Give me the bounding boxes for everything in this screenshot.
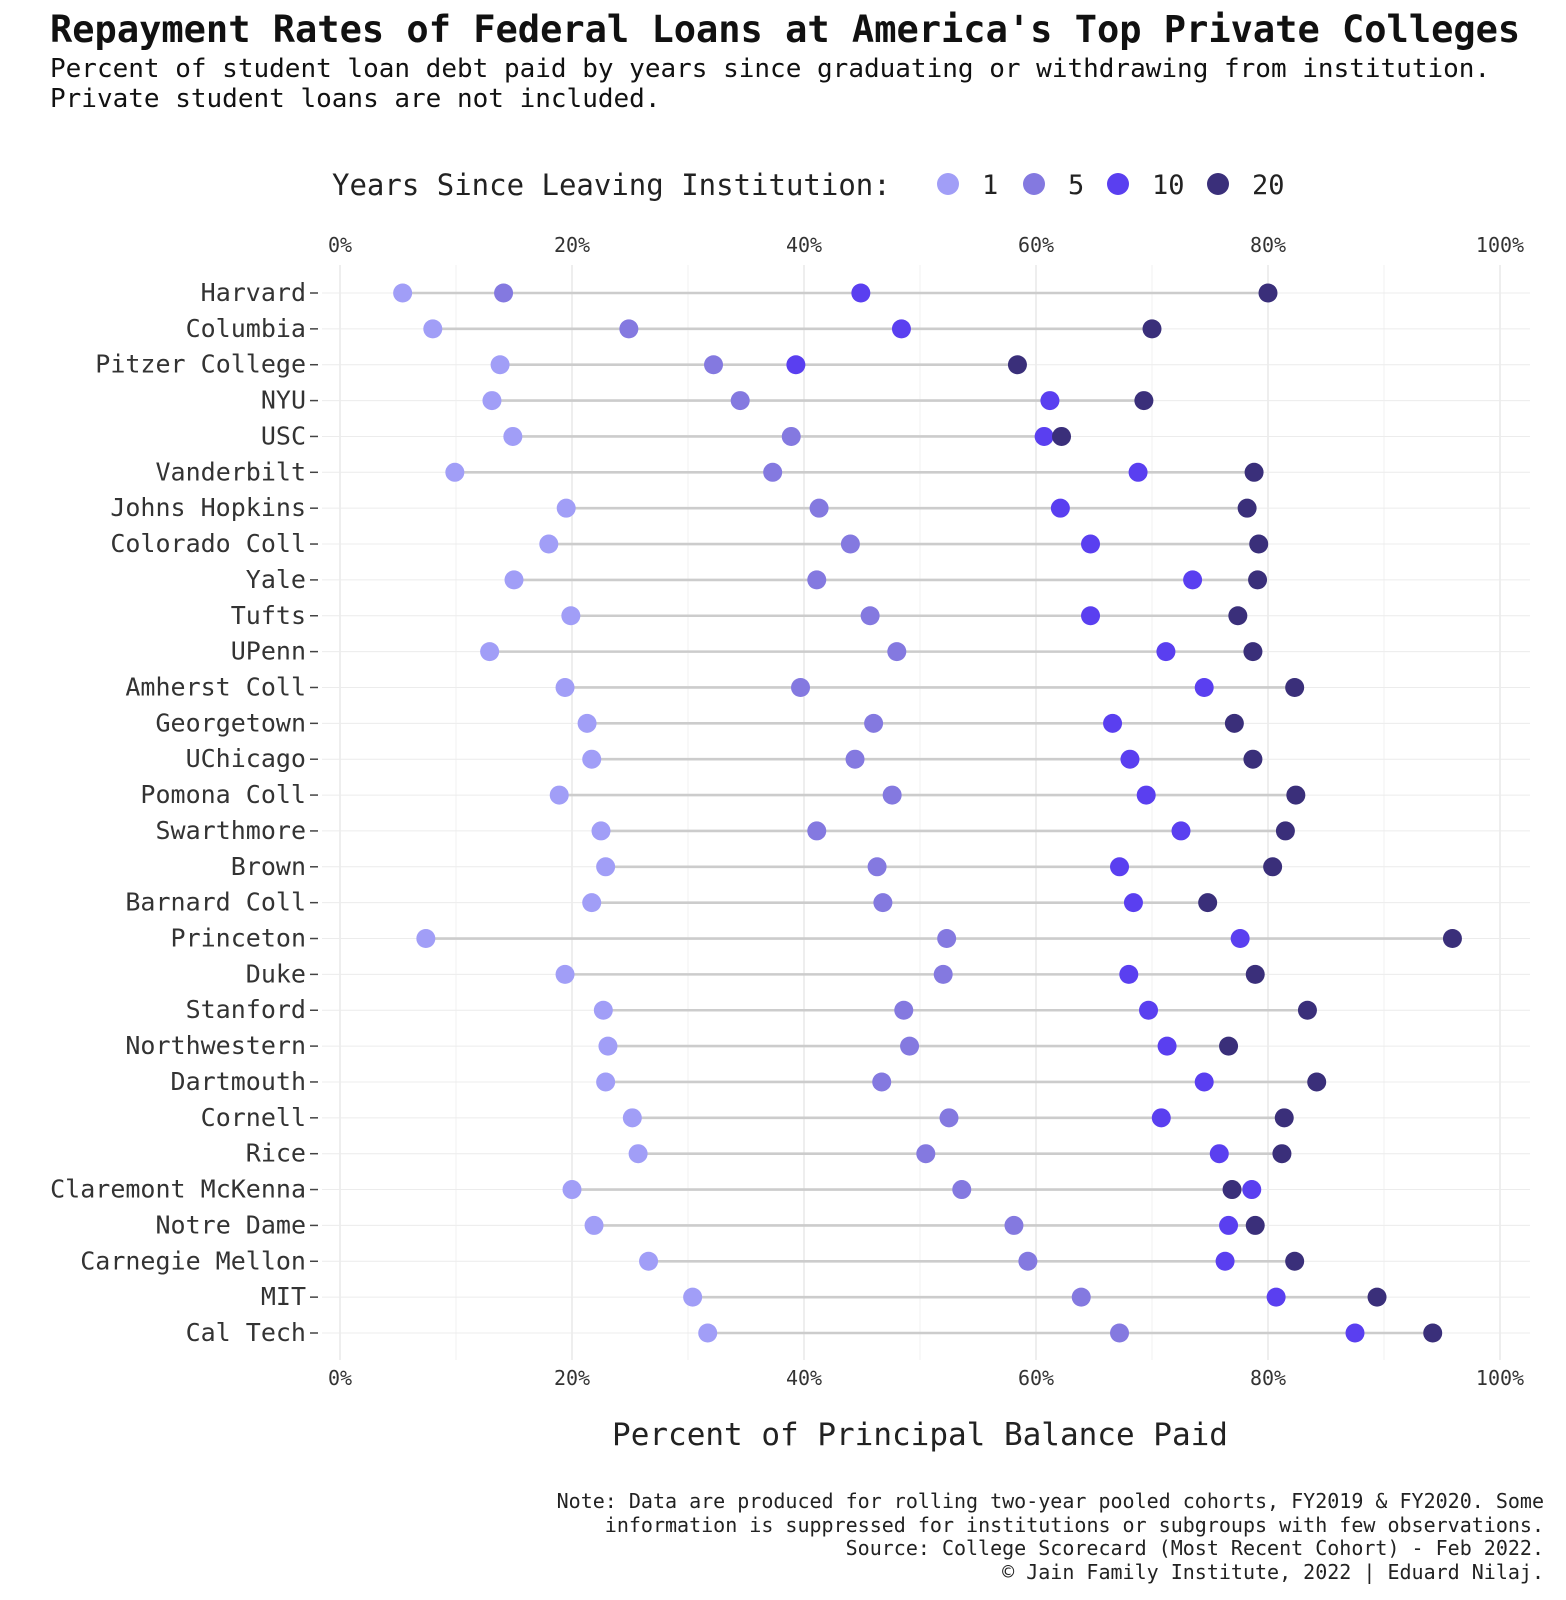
dot-year-10 <box>1216 1252 1235 1271</box>
dot-year-20 <box>1285 1252 1304 1271</box>
category-label: Yale <box>245 564 306 594</box>
category-label: Johns Hopkins <box>110 493 306 523</box>
dot-year-10 <box>786 355 805 374</box>
x-tick-label-bottom: 0% <box>327 1366 353 1390</box>
dot-year-20 <box>1443 929 1462 948</box>
dot-year-20 <box>1134 391 1153 410</box>
dot-year-10 <box>1242 1180 1261 1199</box>
legend-label: 1 <box>982 170 999 201</box>
legend-key-5 <box>1023 173 1045 195</box>
dot-year-10 <box>1195 1072 1214 1091</box>
dot-year-10 <box>1152 1108 1171 1127</box>
dot-year-5 <box>1004 1216 1023 1235</box>
dot-year-20 <box>1298 1001 1317 1020</box>
dot-year-5 <box>1018 1252 1037 1271</box>
dot-year-20 <box>1225 714 1244 733</box>
dot-year-1 <box>480 642 499 661</box>
dot-year-10 <box>1124 893 1143 912</box>
dot-year-5 <box>807 821 826 840</box>
dot-year-10 <box>1219 1216 1238 1235</box>
dot-year-10 <box>1139 1001 1158 1020</box>
dot-year-20 <box>1238 499 1257 518</box>
category-label: Princeton <box>170 923 306 953</box>
note-line: © Jain Family Institute, 2022 | Eduard Nilaj. <box>1002 1559 1544 1584</box>
dot-year-20 <box>1248 570 1267 589</box>
dot-year-10 <box>1040 391 1059 410</box>
dot-year-10 <box>892 319 911 338</box>
dot-year-1 <box>416 929 435 948</box>
category-label: Amherst Coll <box>125 672 306 702</box>
category-label: Stanford <box>185 995 306 1025</box>
dot-year-5 <box>846 750 865 769</box>
dot-year-10 <box>1210 1144 1229 1163</box>
dot-year-5 <box>782 427 801 446</box>
category-label: Swarthmore <box>155 815 306 845</box>
x-tick-label-top: 100% <box>1475 233 1525 257</box>
legend-key-10 <box>1107 173 1129 195</box>
x-tick-label-top: 40% <box>785 233 823 257</box>
dot-year-1 <box>623 1108 642 1127</box>
category-label: Duke <box>245 959 306 989</box>
dot-year-20 <box>1307 1072 1326 1091</box>
dot-year-5 <box>731 391 750 410</box>
dot-year-1 <box>582 750 601 769</box>
category-label: Cal Tech <box>185 1318 306 1347</box>
x-tick-label-bottom: 100% <box>1475 1366 1525 1390</box>
category-label: UChicago <box>185 744 306 774</box>
dot-year-5 <box>873 893 892 912</box>
dot-year-20 <box>1249 535 1268 554</box>
dot-year-5 <box>494 284 513 303</box>
dot-year-5 <box>619 319 638 338</box>
dot-year-1 <box>505 570 524 589</box>
dot-year-10 <box>1172 821 1191 840</box>
category-label: UPenn <box>230 636 306 666</box>
dot-year-20 <box>1219 1037 1238 1056</box>
dot-year-10 <box>1081 606 1100 625</box>
note-line: Source: College Scorecard (Most Recent Cohort) - Feb 2022. <box>845 1536 1544 1560</box>
dot-year-20 <box>1052 427 1071 446</box>
legend-label: 5 <box>1068 170 1085 201</box>
chart-note <box>244 1490 1544 1584</box>
x-tick-label-top: 0% <box>327 233 353 257</box>
dot-year-1 <box>503 427 522 446</box>
legend-title: Years Since Leaving Institution: <box>332 168 891 202</box>
dot-year-1 <box>393 284 412 303</box>
dot-year-1 <box>539 535 558 554</box>
dot-year-20 <box>1263 857 1282 876</box>
dot-year-10 <box>1231 929 1250 948</box>
dot-year-1 <box>596 1072 615 1091</box>
legend-label: 20 <box>1252 170 1285 201</box>
dot-year-1 <box>592 821 611 840</box>
category-label: Brown <box>230 851 306 881</box>
x-tick-label-bottom: 60% <box>1017 1366 1055 1390</box>
dot-year-5 <box>841 535 860 554</box>
category-label: Columbia <box>185 313 306 343</box>
dot-year-1 <box>550 786 569 805</box>
dot-year-10 <box>1137 786 1156 805</box>
category-label: Dartmouth <box>170 1066 306 1096</box>
dot-year-20 <box>1246 1216 1265 1235</box>
chart-title: Repayment Rates of Federal Loans at America's Top Private Colleges <box>50 8 1521 51</box>
category-label: Northwestern <box>125 1031 306 1061</box>
dot-year-5 <box>763 463 782 482</box>
dot-year-20 <box>1243 642 1262 661</box>
category-label: Claremont McKenna <box>50 1174 306 1204</box>
dot-year-10 <box>851 284 870 303</box>
category-label: Carnegie Mellon <box>80 1246 306 1276</box>
dot-year-20 <box>1243 750 1262 769</box>
x-tick-label-top: 60% <box>1017 233 1055 257</box>
x-tick-label-top: 20% <box>553 233 591 257</box>
category-label: Harvard <box>200 278 306 307</box>
dot-year-5 <box>810 499 829 518</box>
category-label: Georgetown <box>155 708 306 738</box>
dot-year-1 <box>482 391 501 410</box>
category-label: USC <box>260 421 306 451</box>
x-tick-label-bottom: 80% <box>1249 1366 1287 1390</box>
dot-year-10 <box>1156 642 1175 661</box>
dot-year-20 <box>1008 355 1027 374</box>
dot-year-20 <box>1223 1180 1242 1199</box>
category-label: MIT <box>260 1282 306 1312</box>
dot-year-20 <box>1285 678 1304 697</box>
dot-year-1 <box>598 1037 617 1056</box>
dot-year-1 <box>596 857 615 876</box>
dot-year-20 <box>1368 1288 1387 1307</box>
dot-year-20 <box>1198 893 1217 912</box>
dot-year-10 <box>1129 463 1148 482</box>
dot-year-5 <box>864 714 883 733</box>
category-label: NYU <box>260 385 306 415</box>
category-label: Rice <box>245 1138 306 1168</box>
dot-year-10 <box>1081 535 1100 554</box>
note-line: information is suppressed for institutions or subgroups with few observations. <box>604 1512 1544 1537</box>
legend-label: 10 <box>1152 170 1185 201</box>
dot-year-20 <box>1246 965 1265 984</box>
dot-year-10 <box>1195 678 1214 697</box>
dot-year-5 <box>807 570 826 589</box>
dot-year-1 <box>683 1288 702 1307</box>
dot-year-20 <box>1286 786 1305 805</box>
dot-year-1 <box>557 499 576 518</box>
dot-year-1 <box>629 1144 648 1163</box>
dot-year-5 <box>937 929 956 948</box>
x-tick-label-bottom: 20% <box>553 1366 591 1390</box>
x-tick-label-bottom: 40% <box>785 1366 823 1390</box>
category-label: Notre Dame <box>155 1210 306 1240</box>
dot-year-20 <box>1423 1324 1442 1343</box>
dot-year-5 <box>1110 1324 1129 1343</box>
dot-year-5 <box>883 786 902 805</box>
dot-year-1 <box>556 678 575 697</box>
dot-year-1 <box>423 319 442 338</box>
dot-year-20 <box>1143 319 1162 338</box>
dot-year-20 <box>1245 463 1264 482</box>
dot-year-1 <box>445 463 464 482</box>
dot-year-5 <box>934 965 953 984</box>
dot-year-5 <box>900 1037 919 1056</box>
dot-year-5 <box>887 642 906 661</box>
dot-year-1 <box>639 1252 658 1271</box>
legend-key-1 <box>937 173 959 195</box>
dot-year-1 <box>582 893 601 912</box>
dot-year-5 <box>1072 1288 1091 1307</box>
dot-year-20 <box>1272 1144 1291 1163</box>
dot-year-10 <box>1103 714 1122 733</box>
dot-year-10 <box>1158 1037 1177 1056</box>
dot-year-10 <box>1183 570 1202 589</box>
category-label: Cornell <box>200 1102 306 1132</box>
dot-year-5 <box>868 857 887 876</box>
dot-year-5 <box>791 678 810 697</box>
dot-year-1 <box>561 606 580 625</box>
dot-year-10 <box>1119 965 1138 984</box>
dot-year-20 <box>1259 284 1278 303</box>
category-label: Pitzer College <box>95 349 306 379</box>
dot-year-1 <box>556 965 575 984</box>
dot-year-10 <box>1051 499 1070 518</box>
dot-year-5 <box>952 1180 971 1199</box>
dot-year-20 <box>1275 1108 1294 1127</box>
category-label: Pomona Coll <box>140 780 306 810</box>
category-label: Vanderbilt <box>155 457 306 487</box>
x-tick-label-top: 80% <box>1249 233 1287 257</box>
dot-year-5 <box>704 355 723 374</box>
dot-year-1 <box>585 1216 604 1235</box>
dot-year-10 <box>1110 857 1129 876</box>
dot-year-1 <box>578 714 597 733</box>
dot-year-20 <box>1228 606 1247 625</box>
dot-year-1 <box>594 1001 613 1020</box>
dot-year-10 <box>1267 1288 1286 1307</box>
dot-year-20 <box>1276 821 1295 840</box>
category-label: Colorado Coll <box>110 529 306 559</box>
x-axis-title: Percent of Principal Balance Paid <box>612 1417 1228 1453</box>
dot-year-1 <box>563 1180 582 1199</box>
chart-subtitle: Percent of student loan debt paid by years since graduating or withdrawing from institution. Private student loans are not included. <box>50 54 1491 114</box>
note-line: Note: Data are produced for rolling two-year pooled cohorts, FY2019 & FY2020. Some <box>556 1489 1544 1513</box>
dot-year-5 <box>861 606 880 625</box>
dot-year-5 <box>894 1001 913 1020</box>
dot-year-10 <box>1120 750 1139 769</box>
dot-year-5 <box>940 1108 959 1127</box>
legend-key-20 <box>1207 173 1229 195</box>
dot-year-10 <box>1346 1324 1365 1343</box>
dot-year-10 <box>1035 427 1054 446</box>
category-label: Tufts <box>230 600 306 630</box>
dot-year-5 <box>872 1072 891 1091</box>
category-label: Barnard Coll <box>125 887 306 917</box>
dot-year-5 <box>916 1144 935 1163</box>
dot-year-1 <box>491 355 510 374</box>
dot-year-1 <box>698 1324 717 1343</box>
